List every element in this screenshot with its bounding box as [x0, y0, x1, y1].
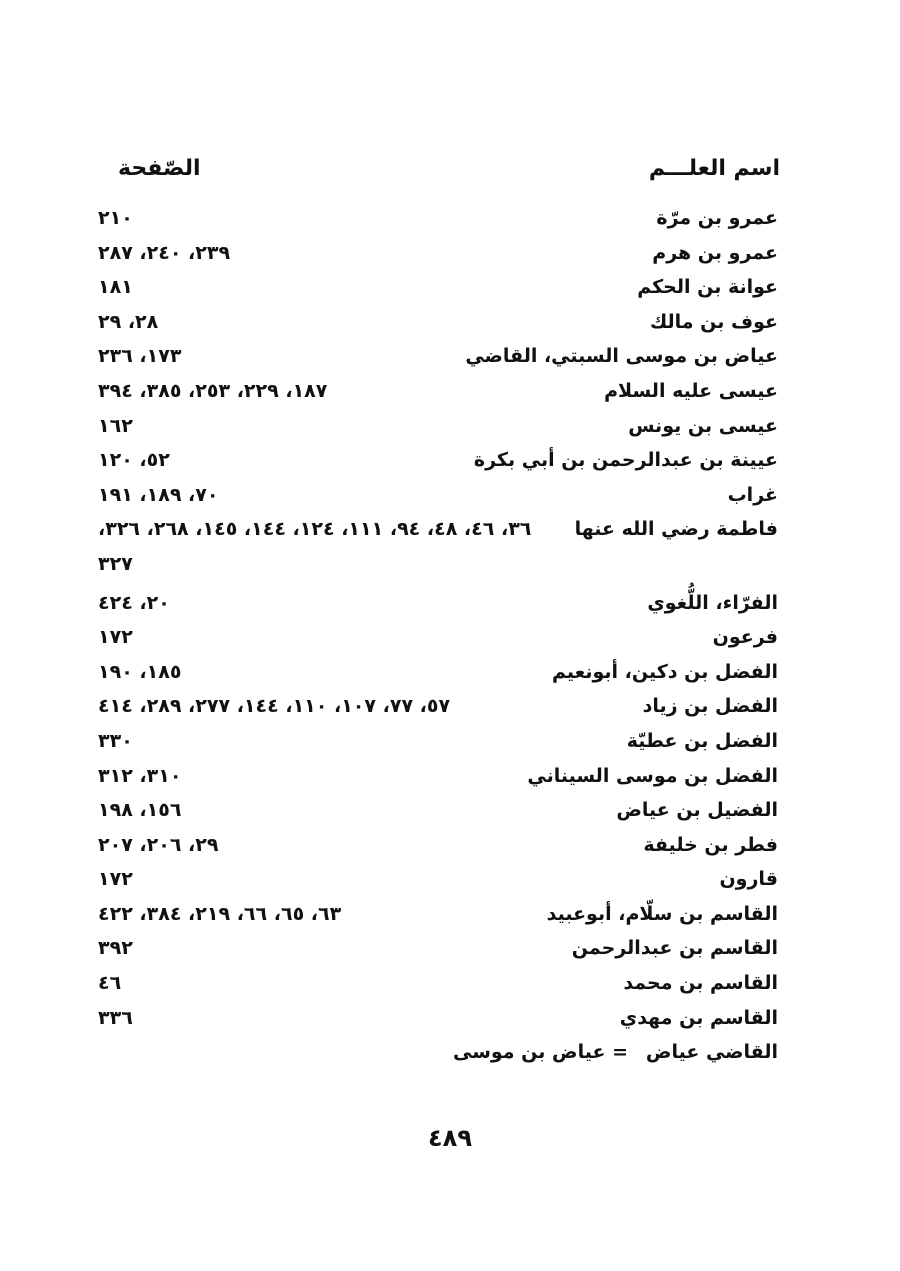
- index-entry: [98, 512, 778, 547]
- index-entry: [98, 689, 778, 724]
- entry-pages: ٢٠، ٤٢٤: [98, 591, 170, 614]
- entry-name: فطر بن خليفة: [643, 833, 778, 856]
- entry-pages: ٥٢، ١٢٠: [98, 449, 170, 472]
- entry-name: عمرو بن هرم: [652, 241, 778, 264]
- entry-name: عمرو بن مرّة: [656, 207, 778, 229]
- index-entry: [98, 409, 778, 444]
- index-entry: [98, 1001, 778, 1036]
- entry-pages: ١٧٢: [98, 626, 133, 649]
- entry-pages: ٣٦، ٤٦، ٤٨، ٩٤، ١١١، ١٢٤، ١٤٤، ١٤٥، ٢٦٨، ٣٢٦،: [98, 518, 532, 541]
- entry-name: الفضل بن زياد: [642, 695, 778, 718]
- entry-name: فاطمة رضي الله عنها: [574, 518, 778, 541]
- index-entry: [98, 759, 778, 794]
- entry-name: عيينة بن عبدالرحمن بن أبي بكرة: [473, 449, 778, 472]
- entry-pages: ١٨١: [98, 276, 133, 299]
- entry-name: عيسى بن يونس: [628, 414, 778, 437]
- index-entry: [98, 586, 778, 621]
- entry-name: الفضل بن دكين، أبونعيم: [551, 660, 778, 683]
- index-entry: [98, 374, 778, 409]
- entry-pages: ٧٠، ١٨٩، ١٩١: [98, 483, 219, 506]
- index-entry: [98, 828, 778, 863]
- entry-pages: ٣٣٦: [98, 1006, 133, 1029]
- index-entry-cross-reference: [98, 1035, 778, 1070]
- index-entry: [98, 478, 778, 513]
- entry-pages: ١٧٢: [98, 868, 133, 891]
- column-header-name: اسم العلـــم: [648, 156, 780, 181]
- entry-pages: ٣٣٠: [98, 729, 133, 752]
- entry-name: قارون: [719, 868, 778, 891]
- entry-pages: ٣٢٧: [98, 552, 133, 575]
- index-entry: [98, 931, 778, 966]
- entry-name: القاضي عياض: [645, 1041, 778, 1064]
- index-entry: [98, 897, 778, 932]
- entry-pages: ١٦٢: [98, 414, 133, 437]
- entry-pages: ٢١٠: [98, 207, 133, 229]
- entry-name: القاسم بن مهدي: [619, 1006, 778, 1029]
- entry-pages: ١٨٧، ٢٢٩، ٢٥٣، ٣٨٥، ٣٩٤: [98, 379, 328, 402]
- index-entry: [98, 270, 778, 305]
- entry-pages: ٢٨، ٢٩: [98, 310, 159, 333]
- entry-name: القاسم بن سلّام، أبوعبيد: [546, 902, 778, 925]
- index-entries: [98, 201, 778, 1070]
- entry-name: الفضل بن موسى السيناني: [527, 764, 778, 787]
- entry-pages: ٤٦: [98, 972, 122, 995]
- entry-name: عياض بن موسى السبتي، القاضي: [465, 345, 778, 368]
- index-entry: [98, 201, 778, 236]
- entry-name: القاسم بن عبدالرحمن: [571, 937, 778, 960]
- index-entry: [98, 236, 778, 271]
- entry-name: فرعون: [712, 626, 778, 649]
- entry-pages: ٣١٠، ٣١٢: [98, 764, 182, 787]
- entry-name: عيسى عليه السلام: [604, 379, 778, 402]
- column-header-page: الصّفحة: [118, 156, 201, 181]
- entry-pages: ٢٣٩، ٢٤٠، ٢٨٧: [98, 241, 231, 264]
- entry-pages: ٥٧، ٧٧، ١٠٧، ١١٠، ١٤٤، ٢٧٧، ٢٨٩، ٤١٤: [98, 695, 451, 718]
- index-entry-continuation: [98, 547, 778, 582]
- index-entry: [98, 339, 778, 374]
- entry-pages: ٦٣، ٦٥، ٦٦، ٢١٩، ٣٨٤، ٤٢٢: [98, 902, 342, 925]
- entry-pages: ١٥٦، ١٩٨: [98, 799, 182, 822]
- index-entry: [98, 793, 778, 828]
- entry-pages: ٢٩، ٢٠٦، ٢٠٧: [98, 833, 219, 856]
- index-header: [110, 156, 780, 196]
- index-entry: [98, 724, 778, 759]
- entry-see-reference: = عياض بن موسى: [452, 1041, 628, 1064]
- entry-name: عوف بن مالك: [649, 310, 778, 333]
- index-entry: [98, 443, 778, 478]
- entry-name: عوانة بن الحكم: [637, 276, 778, 299]
- entry-name: القاسم بن محمد: [623, 972, 778, 995]
- entry-name: الفضل بن عطيّة: [626, 729, 778, 752]
- entry-name: الفرّاء، اللُّغوي: [647, 591, 778, 614]
- entry-pages: ١٨٥، ١٩٠: [98, 660, 182, 683]
- entry-pages: ٣٩٢: [98, 937, 133, 960]
- index-entry: [98, 620, 778, 655]
- entry-name: الفضيل بن عياض: [616, 799, 778, 822]
- entry-name: غراب: [727, 483, 778, 506]
- entry-pages: ١٧٣، ٢٣٦: [98, 345, 182, 368]
- index-entry: [98, 655, 778, 690]
- index-entry: [98, 862, 778, 897]
- index-entry: [98, 966, 778, 1001]
- page-number: ٤٨٩: [428, 1124, 472, 1152]
- index-entry: [98, 305, 778, 340]
